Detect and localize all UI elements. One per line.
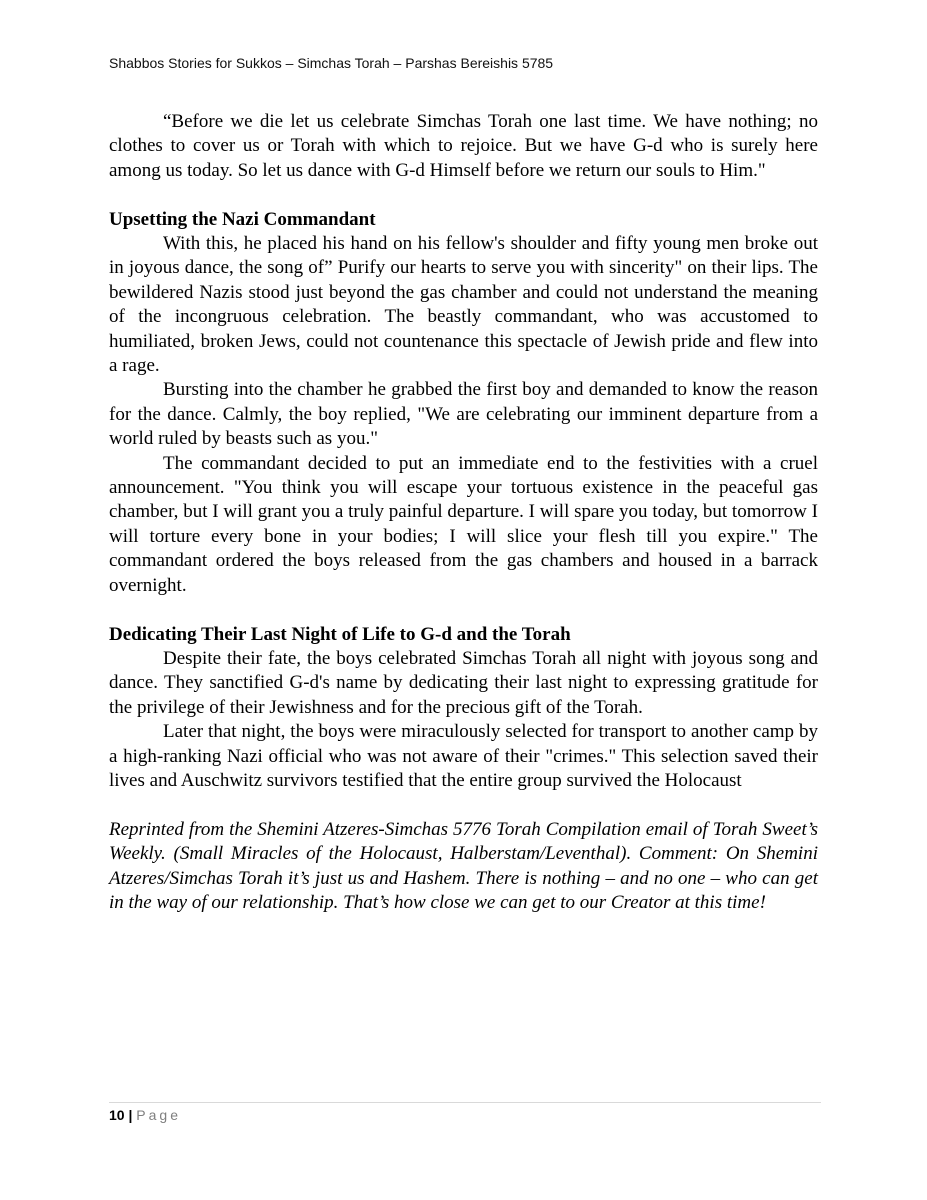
page-footer — [109, 1107, 181, 1123]
paragraph-gap — [109, 793, 818, 817]
footer-separator: | — [128, 1107, 133, 1123]
paragraph-gap — [109, 598, 818, 622]
body-paragraph: Bursting into the chamber he grabbed the first boy and demanded to know the reason for the dance. Calmly, the boy replied, "We are celebrating our imminent departure from a world ruled by beasts such as you." — [109, 379, 818, 450]
page-number: 10 — [109, 1107, 125, 1123]
footer-divider — [109, 1102, 821, 1103]
section-heading-commandant: Upsetting the Nazi Commandant — [109, 208, 376, 230]
body-paragraph: Later that night, the boys were miraculously selected for transport to another camp by a high-ranking Nazi official who was not aware of their "crimes." This selection saved their lives and Auschwitz survivors testified that the entire group survived the Holocaust — [109, 721, 818, 791]
document-body — [109, 110, 818, 915]
section-heading-last-night: Dedicating Their Last Night of Life to G-d and the Torah — [109, 623, 571, 645]
page-label: Page — [136, 1107, 181, 1123]
body-paragraph: Despite their fate, the boys celebrated Simchas Torah all night with joyous song and dance. They sanctified G-d's name by dedicating their last night to expressing gratitude for the privilege of their Jewishness and for the precious gift of the Torah. — [109, 647, 818, 718]
paragraph-gap — [109, 183, 818, 207]
body-paragraph: With this, he placed his hand on his fellow's shoulder and fifty young men broke out in joyous dance, the song of” Purify our hearts to serve you with sincerity" on their lips. The bewildered Nazis stood just beyond the gas chamber and could not understand the meaning of the incongruous celebration. The beastly commandant, who was accustomed to humiliated, broken Jews, could not countenance this spectacle of Jewish pride and flew into a rage. — [109, 233, 818, 377]
intro-paragraph: “Before we die let us celebrate Simchas Torah one last time. We have nothing; no clothes to cover us or Torah with which to rejoice. But we have G-d who is surely here among us today. So let us dance with G-d Himself before we return our souls to Him." — [109, 111, 818, 181]
running-header: Shabbos Stories for Sukkos – Simchas Torah – Parshas Bereishis 5785 — [109, 55, 554, 71]
source-credit: Reprinted from the Shemini Atzeres-Simchas 5776 Torah Compilation email of Torah Sweet’s Weekly. (Small Miracles of the Holocaust, Halberstam/Leventhal). Comment: On Shemini Atzeres/Simchas Torah it’s just us and Hashem. There is nothing – and no one – who can get in the way of our relationship. That’s how close we can get to our Creator at this time! — [109, 818, 818, 913]
body-paragraph: The commandant decided to put an immediate end to the festivities with a cruel announcement. "You think you will escape your tortuous existence in the peaceful gas chamber, but I will grant you a truly painful departure. I will spare you today, but tomorrow I will torture every bone in your bodies; I will slice your flesh till you expire." The commandant ordered the boys released from the gas chambers and housed in a barrack overnight. — [109, 452, 818, 596]
